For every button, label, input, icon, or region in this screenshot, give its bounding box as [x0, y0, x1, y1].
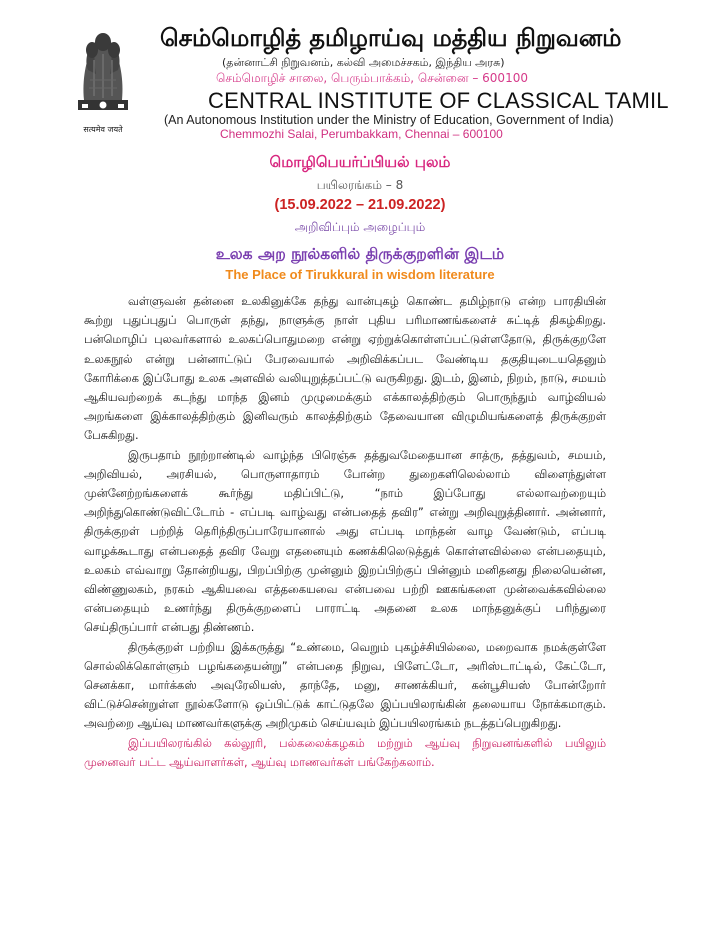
letterhead: [0, 0, 720, 140]
address-english: Chemmozhi Salai, Perumbakkam, Chennai – 600100: [220, 127, 503, 141]
address-tamil: செம்மொழிச் சாலை, பெரும்பாக்கம், சென்னை – 600100: [216, 71, 528, 85]
org-status-english: (An Autonomous Institution under the Ministry of Education, Government of India): [164, 113, 614, 127]
announcement-body: [84, 292, 606, 772]
paragraph-2: இருபதாம் நூற்றாண்டில் வாழ்ந்த பிரெஞ்சு தத்துவமேதையான சாத்ரு, தத்துவம், சமயம், அறிவியல், அரசியல், பொருளாதாரம் போன்ற துறைகளிலெல்லாம் விளைந்துள்ள முன்னேற்றங்களைக் கூர்ந்து மதிப்பிட்டு, “நாம் இப்போது எல்லாவற்றையும் அறிந்துகொண்டுவிட்டோம் - எப்படி வாழ்வது என்பதைத் தவிர” என்று அறிவுறுத்தினார். அன்னார், திருக்குறள் பற்றித் தெரிந்திருப்பாரேயானால் அது எப்படி மாந்தன் வாழ வேண்டும், எப்படி வாழக்கூடாது என்பதைத் தவிர வேறு எதனையும் கணக்கிலெடுத்துக் கொள்ளவில்லை என்பதையும், உலகம் எவ்வாறு தோன்றியது, பிறப்பிற்கு முன்னும் இறப்பிற்குப் பின்னும் மனிதனது நிலையென்ன, விண்ணுலகம், நரகம் ஆகியவை எத்தகையவை என்பவை பற்றி ஊகங்களை முன்வைக்கவில்லை என்பதையும் உணர்ந்து திருக்குறளைப் பாராட்டி அதனை உலக மாந்தனுக்குப் பரிந்துரை செய்திருப்பார் என்பது திண்ணம்.: [84, 447, 606, 635]
workshop-number: பயிலரங்கம் – 8: [316, 178, 404, 192]
emblem-motto: सत्यमेव जयते: [83, 125, 123, 134]
org-name-tamil: செம்மொழித் தமிழாய்வு மத்திய நிறுவனம்: [160, 24, 622, 52]
org-name-english: CENTRAL INSTITUTE OF CLASSICAL TAMIL: [208, 88, 669, 113]
national-emblem-icon: [64, 20, 142, 138]
paragraph-3: திருக்குறள் பற்றிய இக்கருத்து “உண்மை, வெறும் புகழ்ச்சியில்லை, மறைவாக நமக்குள்ளே சொல்லிக்கொள்ளும் பழங்கதையன்று” என்பதை நிறுவ, பிளேட்டோ, அரிஸ்டாட்டில், கேட்டோ, செனக்கா, மார்க்கஸ் அவுரேலியஸ், தாந்தே, மனு, சாணக்கியர், கன்பூசியஸ் போன்றோர் விட்டுச்சென்றுள்ள நூல்களோடு ஒப்பிட்டுக் காட்டுதலே இப்பயிலரங்கின் தலையாய நோக்கமாகும். அவற்றை ஆய்வு மாணவர்களுக்கு அறிமுகம் செய்யவும் இப்பயிலரங்கம் நடத்தப்பெறுகிறது.: [84, 639, 606, 731]
title-english: The Place of Tirukkural in wisdom literature: [225, 267, 495, 282]
paragraph-1: வள்ளுவன் தன்னை உலகினுக்கே தந்து வான்புகழ் கொண்ட தமிழ்நாடு என்ற பாரதியின் கூற்று புதுப்புதுப் பொருள் தந்து, நாளுக்கு நாள் புதிய பரிமாணங்களைச் சுட்டித் திகழ்கிறது. பன்மொழிப் புலவர்களால் உலகப்பொதுமறை என்று ஏற்றுக்கொள்ளப்பட்டுள்ளதோடு, திருக்குறளே உலகநூல் என்று பன்னாட்டுப் பேரவையால் அறிவிக்கப்பட வேண்டிய தகுதியுடையதெனும் கோரிக்கை இப்போது உலக அளவில் வலியுறுத்தப்பட்டு வருகிறது. இடம், இனம், நிறம், நாடு, சமயம் ஆகியவற்றைக் கடந்து மாந்த இனம் முழுமைக்கும் எக்காலத்திற்கும் பொருந்தும் வாழ்வியல் அறங்களை இக்காலத்திற்கும் இனிவரும் காலத்திற்கும் தேவையான விழுமியங்களைத் திருக்குறள் பேசுகிறது.: [84, 294, 606, 443]
event-dates: (15.09.2022 – 21.09.2022): [274, 197, 446, 213]
title-tamil: உலக அற நூல்களில் திருக்குறளின் இடம்: [215, 245, 505, 263]
department-name: மொழிபெயர்ப்பியல் புலம்: [269, 153, 451, 171]
org-status-tamil: (தன்னாட்சி நிறுவனம், கல்வி அமைச்சகம், இந்திய அரசு): [222, 56, 505, 69]
paragraph-invitation: இப்பயிலரங்கில் கல்லூரி, பல்கலைக்கழகம் மற்றும் ஆய்வு நிறுவனங்களில் பயிலும் முனைவர் பட்ட ஆய்வாளர்கள், ஆய்வு மாணவர்கள் பங்கேற்கலாம்.: [84, 735, 606, 769]
notice-label: அறிவிப்பும் அழைப்பும்: [294, 220, 426, 234]
